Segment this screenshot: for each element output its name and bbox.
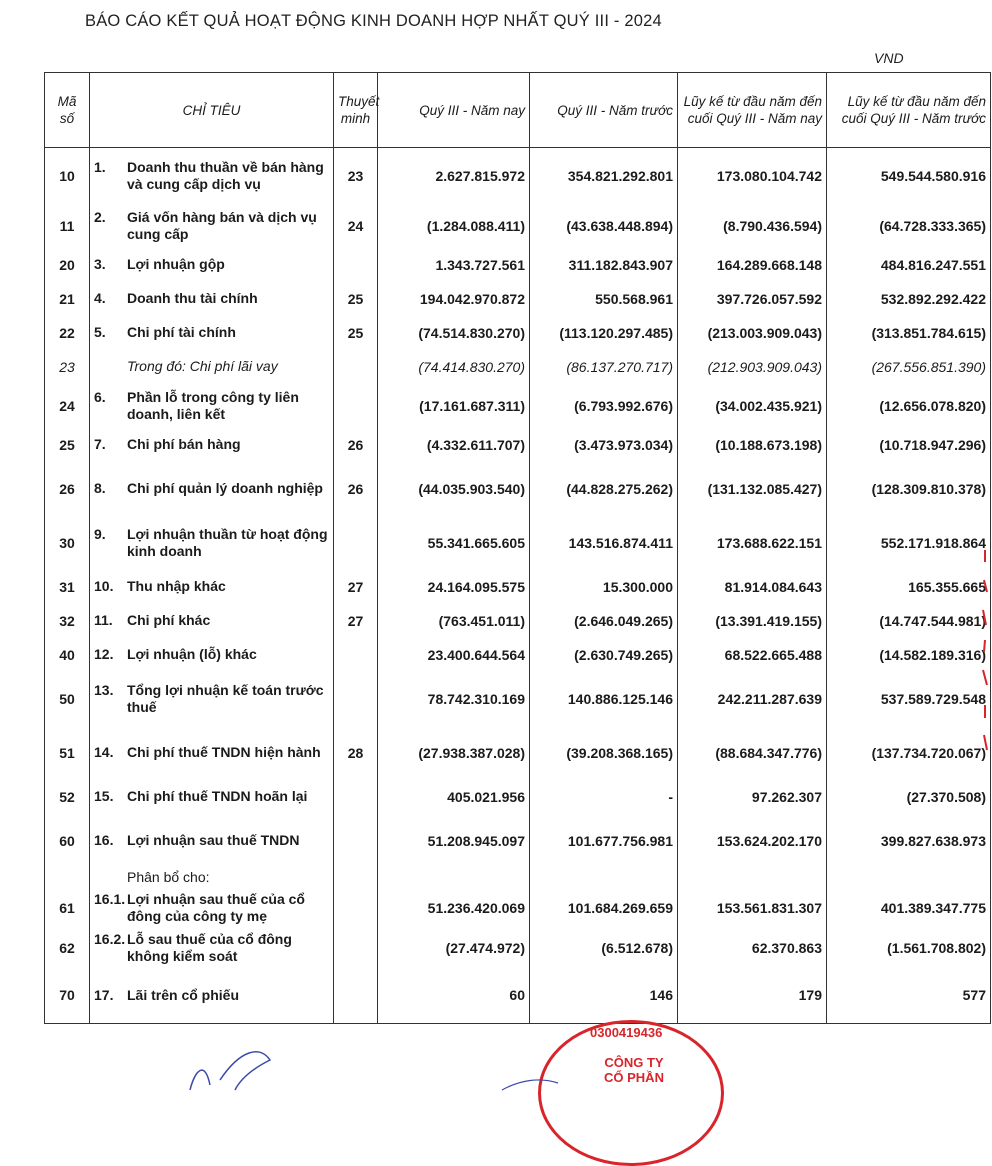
row-ytd-this xyxy=(678,868,827,888)
table-row xyxy=(45,638,991,672)
row-q-prev: (6.793.992.676) xyxy=(530,384,678,428)
row-ytd-prev xyxy=(827,868,991,888)
row-q-prev: 354.821.292.801 xyxy=(530,148,678,204)
row-label: Lỗ sau thuế của cổ đông không kiểm soát xyxy=(127,930,292,964)
row-code: 32 xyxy=(45,604,90,638)
row-label: Thu nhập khác xyxy=(127,578,226,594)
header-ytd-this-label: Lũy kế từ đầu năm đến cuối Quý III - Năm nay xyxy=(683,94,822,126)
table-row xyxy=(45,428,991,462)
row-item-wrap xyxy=(94,788,329,805)
row-item xyxy=(90,148,334,204)
table-row xyxy=(45,516,991,570)
row-q-prev: (43.638.448.894) xyxy=(530,204,678,248)
row-label: Doanh thu thuần về bán hàng và cung cấp dịch vụ xyxy=(127,158,324,192)
table-row xyxy=(45,814,991,868)
row-q-prev: 143.516.874.411 xyxy=(530,516,678,570)
row-item xyxy=(90,204,334,248)
row-q-this: (74.414.830.270) xyxy=(378,350,530,384)
row-note xyxy=(334,928,378,968)
row-number: 16.1. xyxy=(94,890,126,907)
row-item xyxy=(90,282,334,316)
row-label: Tổng lợi nhuận kế toán trước thuế xyxy=(127,681,324,715)
table-row xyxy=(45,868,991,888)
row-ytd-this: 97.262.307 xyxy=(678,780,827,814)
table-row xyxy=(45,672,991,726)
row-code: 51 xyxy=(45,726,90,780)
table-row xyxy=(45,928,991,968)
row-number: 2. xyxy=(94,208,106,225)
row-item xyxy=(90,516,334,570)
row-label: Lãi trên cổ phiếu xyxy=(127,986,240,1003)
row-ytd-prev: (267.556.851.390) xyxy=(827,350,991,384)
row-label: Chi phí thuế TNDN hoãn lại xyxy=(127,788,308,804)
row-label: Lợi nhuận thuần từ hoạt động kinh doanh xyxy=(127,525,328,559)
row-note xyxy=(334,968,378,1024)
row-ytd-this: 179 xyxy=(678,968,827,1024)
table-row xyxy=(45,604,991,638)
row-ytd-prev: 399.827.638.973 xyxy=(827,814,991,868)
row-label: Phần lỗ trong công ty liên doanh, liên kết xyxy=(127,388,299,422)
row-note xyxy=(334,888,378,928)
row-ytd-prev: (137.734.720.067) xyxy=(827,726,991,780)
row-ytd-prev: (27.370.508) xyxy=(827,780,991,814)
row-label: Phân bổ cho: xyxy=(127,869,210,885)
currency-label: VND xyxy=(874,50,904,66)
row-ytd-prev: 577 xyxy=(827,968,991,1024)
row-q-prev: 311.182.843.907 xyxy=(530,248,678,282)
row-ytd-this: 164.289.668.148 xyxy=(678,248,827,282)
header-ytd-prev-label: Lũy kế từ đầu năm đến cuối Quý III - Năm trước xyxy=(841,94,986,126)
row-note xyxy=(334,780,378,814)
row-code: 31 xyxy=(45,570,90,604)
company-stamp xyxy=(538,1020,724,1166)
header-item-label: CHỈ TIÊU xyxy=(182,102,241,118)
row-code: 40 xyxy=(45,638,90,672)
row-item-wrap xyxy=(94,526,329,560)
row-note xyxy=(334,638,378,672)
row-q-this: 51.236.420.069 xyxy=(378,888,530,928)
row-ytd-this: 173.080.104.742 xyxy=(678,148,827,204)
header-note xyxy=(334,73,378,148)
row-q-prev: - xyxy=(530,780,678,814)
table-row xyxy=(45,726,991,780)
row-note xyxy=(334,814,378,868)
table-row xyxy=(45,570,991,604)
row-number: 8. xyxy=(94,480,106,496)
stamp-number: 0300419436 xyxy=(590,1025,663,1040)
row-note xyxy=(334,350,378,384)
row-ytd-this: 173.688.622.151 xyxy=(678,516,827,570)
row-note: 28 xyxy=(334,726,378,780)
row-code: 23 xyxy=(45,350,90,384)
row-q-this: (44.035.903.540) xyxy=(378,462,530,516)
row-item xyxy=(90,570,334,604)
row-label: Lợi nhuận gộp xyxy=(127,256,225,272)
header-ytd-prev xyxy=(827,73,991,148)
row-label: Lợi nhuận (lỗ) khác xyxy=(127,646,257,662)
row-item-wrap xyxy=(94,324,329,341)
row-q-prev: (2.630.749.265) xyxy=(530,638,678,672)
row-number: 12. xyxy=(94,646,114,662)
row-item xyxy=(90,726,334,780)
row-number: 7. xyxy=(94,436,106,452)
row-q-this: 405.021.956 xyxy=(378,780,530,814)
header-q-this xyxy=(378,73,530,148)
row-label: Chi phí quản lý doanh nghiệp xyxy=(127,480,323,496)
row-item xyxy=(90,814,334,868)
table-body xyxy=(45,148,991,1024)
stamp-text xyxy=(594,1055,674,1085)
report-title: BÁO CÁO KẾT QUẢ HOẠT ĐỘNG KINH DOANH HỢP NHẤT QUÝ III - 2024 xyxy=(85,12,662,30)
row-q-prev: (2.646.049.265) xyxy=(530,604,678,638)
row-q-this: 1.343.727.561 xyxy=(378,248,530,282)
row-item xyxy=(90,350,334,384)
header-code-label: Mã số xyxy=(57,94,77,126)
row-item xyxy=(90,968,334,1024)
row-label: Lợi nhuận sau thuế của cổ đông của công ty mẹ xyxy=(127,890,305,924)
row-code: 70 xyxy=(45,968,90,1024)
row-q-prev: 15.300.000 xyxy=(530,570,678,604)
row-item xyxy=(90,316,334,350)
row-number: 15. xyxy=(94,788,114,804)
row-code: 22 xyxy=(45,316,90,350)
row-number: 5. xyxy=(94,324,106,340)
row-item xyxy=(90,888,334,928)
row-code: 61 xyxy=(45,888,90,928)
row-item-wrap xyxy=(94,578,329,595)
row-ytd-prev: (128.309.810.378) xyxy=(827,462,991,516)
row-code: 24 xyxy=(45,384,90,428)
row-item xyxy=(90,928,334,968)
table-row xyxy=(45,780,991,814)
row-q-this: (1.284.088.411) xyxy=(378,204,530,248)
row-ytd-this: 397.726.057.592 xyxy=(678,282,827,316)
row-q-prev: 146 xyxy=(530,968,678,1024)
row-q-this: 194.042.970.872 xyxy=(378,282,530,316)
row-code: 21 xyxy=(45,282,90,316)
table-row xyxy=(45,350,991,384)
table-row xyxy=(45,384,991,428)
row-item xyxy=(90,672,334,726)
row-item xyxy=(90,462,334,516)
row-ytd-prev: (1.561.708.802) xyxy=(827,928,991,968)
row-number: 16.2. xyxy=(94,930,126,947)
header-note-label: Thuyết minh xyxy=(338,94,380,126)
row-item-wrap xyxy=(94,869,329,886)
row-code: 25 xyxy=(45,428,90,462)
row-code: 62 xyxy=(45,928,90,968)
row-q-prev: (44.828.275.262) xyxy=(530,462,678,516)
row-item xyxy=(90,868,334,888)
row-note: 25 xyxy=(334,282,378,316)
row-code: 20 xyxy=(45,248,90,282)
row-code xyxy=(45,868,90,888)
row-q-this: (27.938.387.028) xyxy=(378,726,530,780)
row-q-this: 55.341.665.605 xyxy=(378,516,530,570)
row-ytd-this: (13.391.419.155) xyxy=(678,604,827,638)
row-ytd-prev: (12.656.078.820) xyxy=(827,384,991,428)
row-item xyxy=(90,384,334,428)
row-ytd-this: 242.211.287.639 xyxy=(678,672,827,726)
row-note: 24 xyxy=(334,204,378,248)
row-ytd-prev: (14.747.544.981) xyxy=(827,604,991,638)
row-item xyxy=(90,780,334,814)
row-ytd-prev: (14.582.189.316) xyxy=(827,638,991,672)
row-label: Chi phí khác xyxy=(127,612,211,628)
row-item-wrap xyxy=(94,159,329,193)
row-q-prev: (6.512.678) xyxy=(530,928,678,968)
row-note xyxy=(334,672,378,726)
header-q-this-label: Quý III - Năm nay xyxy=(419,102,525,118)
row-item xyxy=(90,248,334,282)
row-code: 11 xyxy=(45,204,90,248)
row-number: 3. xyxy=(94,256,106,272)
row-ytd-this: 81.914.084.643 xyxy=(678,570,827,604)
row-q-this: 78.742.310.169 xyxy=(378,672,530,726)
row-note: 27 xyxy=(334,604,378,638)
row-q-prev: 140.886.125.146 xyxy=(530,672,678,726)
row-ytd-prev: 484.816.247.551 xyxy=(827,248,991,282)
row-ytd-this: 153.624.202.170 xyxy=(678,814,827,868)
table-header-row xyxy=(45,73,991,148)
row-q-prev: 101.684.269.659 xyxy=(530,888,678,928)
row-q-this: 2.627.815.972 xyxy=(378,148,530,204)
row-ytd-this: (131.132.085.427) xyxy=(678,462,827,516)
row-item-wrap xyxy=(94,744,329,761)
row-item-wrap xyxy=(94,209,329,243)
row-note xyxy=(334,516,378,570)
row-label: Trong đó: Chi phí lãi vay xyxy=(127,358,278,374)
row-note: 26 xyxy=(334,428,378,462)
row-ytd-this: (10.188.673.198) xyxy=(678,428,827,462)
table-row xyxy=(45,282,991,316)
row-code: 26 xyxy=(45,462,90,516)
row-q-this: 51.208.945.097 xyxy=(378,814,530,868)
row-ytd-prev: (313.851.784.615) xyxy=(827,316,991,350)
row-q-this: (4.332.611.707) xyxy=(378,428,530,462)
row-item-wrap xyxy=(94,987,329,1004)
row-note: 27 xyxy=(334,570,378,604)
table-row xyxy=(45,968,991,1024)
row-ytd-prev: 165.355.665 xyxy=(827,570,991,604)
row-code: 30 xyxy=(45,516,90,570)
row-note: 26 xyxy=(334,462,378,516)
row-ytd-this: (8.790.436.594) xyxy=(678,204,827,248)
row-label: Chi phí thuế TNDN hiện hành xyxy=(127,744,321,760)
row-ytd-this: 62.370.863 xyxy=(678,928,827,968)
row-ytd-prev: 532.892.292.422 xyxy=(827,282,991,316)
row-note: 23 xyxy=(334,148,378,204)
row-ytd-prev: (64.728.333.365) xyxy=(827,204,991,248)
row-code: 60 xyxy=(45,814,90,868)
row-q-this xyxy=(378,868,530,888)
row-q-prev: (113.120.297.485) xyxy=(530,316,678,350)
row-item xyxy=(90,638,334,672)
header-q-prev xyxy=(530,73,678,148)
row-ytd-prev: 549.544.580.916 xyxy=(827,148,991,204)
row-q-this: (74.514.830.270) xyxy=(378,316,530,350)
table-row xyxy=(45,148,991,204)
row-ytd-this: (212.903.909.043) xyxy=(678,350,827,384)
row-item-wrap xyxy=(94,436,329,453)
row-label: Chi phí tài chính xyxy=(127,324,236,340)
row-note xyxy=(334,248,378,282)
table-row xyxy=(45,462,991,516)
row-ytd-this: 68.522.665.488 xyxy=(678,638,827,672)
row-item-wrap xyxy=(94,480,329,497)
row-q-prev: (39.208.368.165) xyxy=(530,726,678,780)
row-q-prev: (86.137.270.717) xyxy=(530,350,678,384)
row-item-wrap xyxy=(94,832,329,849)
signature-left xyxy=(150,1040,290,1092)
row-item-wrap xyxy=(94,290,329,307)
table-row xyxy=(45,248,991,282)
signature-mid xyxy=(500,1075,560,1092)
row-label: Giá vốn hàng bán và dịch vụ cung cấp xyxy=(127,208,317,242)
row-q-prev: 550.568.961 xyxy=(530,282,678,316)
header-code xyxy=(45,73,90,148)
row-number: 4. xyxy=(94,290,106,306)
row-number: 11. xyxy=(94,612,113,628)
table-row xyxy=(45,888,991,928)
stamp-line-1: CÔNG TY xyxy=(604,1055,664,1070)
header-item xyxy=(90,73,334,148)
row-item xyxy=(90,604,334,638)
row-number: 10. xyxy=(94,578,114,594)
row-code: 52 xyxy=(45,780,90,814)
row-q-prev: (3.473.973.034) xyxy=(530,428,678,462)
table-row xyxy=(45,204,991,248)
row-note xyxy=(334,868,378,888)
row-q-prev xyxy=(530,868,678,888)
row-item-wrap xyxy=(94,612,329,629)
row-number: 17. xyxy=(94,986,114,1003)
row-q-this: (27.474.972) xyxy=(378,928,530,968)
row-item-wrap xyxy=(94,358,329,375)
row-q-prev: 101.677.756.981 xyxy=(530,814,678,868)
row-item-wrap xyxy=(94,682,329,716)
row-q-this: (17.161.687.311) xyxy=(378,384,530,428)
row-item-wrap xyxy=(94,646,329,663)
row-number: 9. xyxy=(94,525,106,542)
row-code: 10 xyxy=(45,148,90,204)
row-note xyxy=(334,384,378,428)
row-ytd-this: (213.003.909.043) xyxy=(678,316,827,350)
stamp-line-2: CỔ PHẦN xyxy=(604,1070,664,1085)
row-item-wrap xyxy=(94,891,329,925)
income-statement-table xyxy=(44,72,991,1024)
row-item-wrap xyxy=(94,931,329,965)
header-q-prev-label: Quý III - Năm trước xyxy=(557,102,673,118)
row-ytd-this: 153.561.831.307 xyxy=(678,888,827,928)
row-note: 25 xyxy=(334,316,378,350)
row-ytd-this: (88.684.347.776) xyxy=(678,726,827,780)
row-number: 13. xyxy=(94,681,114,698)
row-q-this: (763.451.011) xyxy=(378,604,530,638)
row-number: 14. xyxy=(94,744,114,760)
row-number: 16. xyxy=(94,832,114,848)
row-label: Lợi nhuận sau thuế TNDN xyxy=(127,832,300,848)
row-code: 50 xyxy=(45,672,90,726)
row-item-wrap xyxy=(94,256,329,273)
row-label: Doanh thu tài chính xyxy=(127,290,258,306)
row-number: 1. xyxy=(94,158,106,175)
row-ytd-prev: 401.389.347.775 xyxy=(827,888,991,928)
row-item xyxy=(90,428,334,462)
table-row xyxy=(45,316,991,350)
row-q-this: 24.164.095.575 xyxy=(378,570,530,604)
header-ytd-this xyxy=(678,73,827,148)
row-label: Chi phí bán hàng xyxy=(127,436,241,452)
row-ytd-prev: (10.718.947.296) xyxy=(827,428,991,462)
row-ytd-prev: 537.589.729.548 xyxy=(827,672,991,726)
margin-stamp-marks xyxy=(978,540,992,760)
row-q-this: 60 xyxy=(378,968,530,1024)
row-item-wrap xyxy=(94,389,329,423)
row-number: 6. xyxy=(94,388,106,405)
row-ytd-prev: 552.171.918.864 xyxy=(827,516,991,570)
row-ytd-this: (34.002.435.921) xyxy=(678,384,827,428)
row-q-this: 23.400.644.564 xyxy=(378,638,530,672)
